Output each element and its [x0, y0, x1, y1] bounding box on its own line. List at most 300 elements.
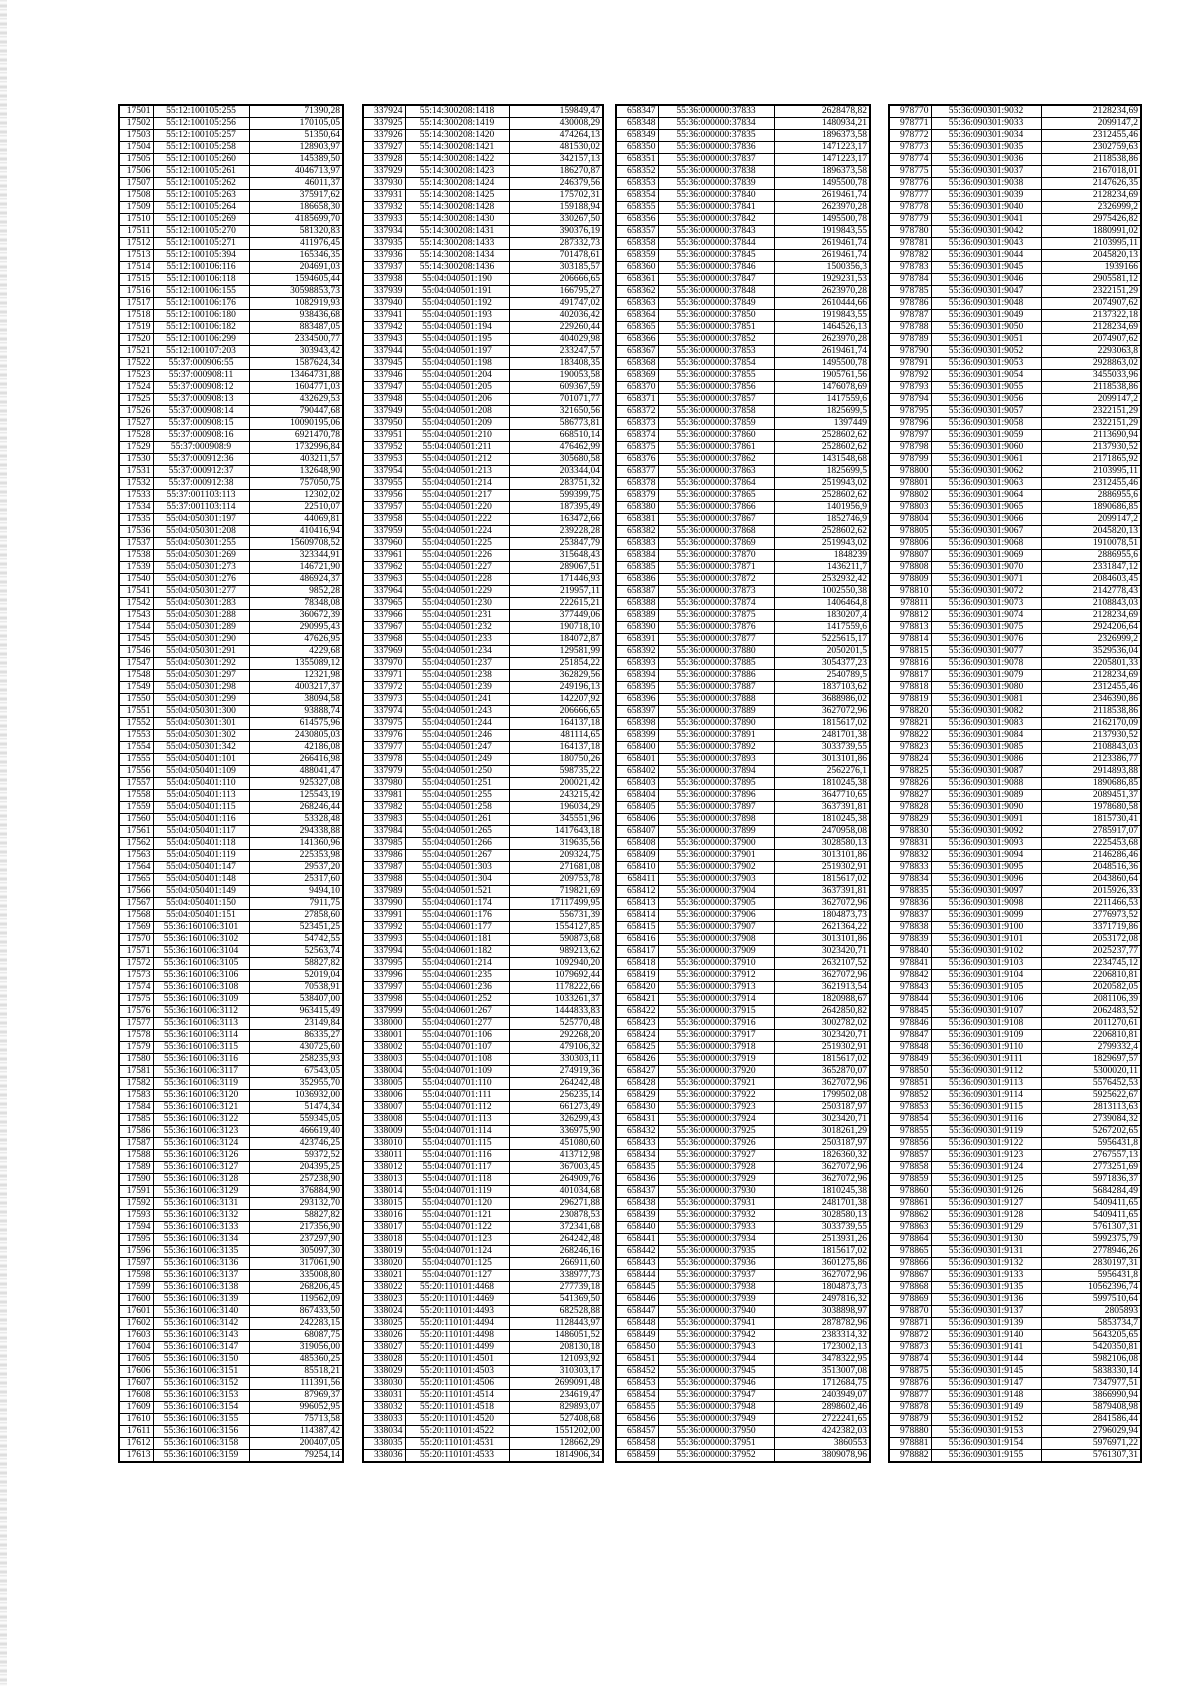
row-number: 978795	[889, 406, 931, 418]
table-row	[889, 226, 1141, 238]
row-number: 978794	[889, 394, 931, 406]
table-row	[363, 970, 603, 982]
row-number: 658411	[616, 874, 658, 886]
cadastral-value: 293132,70	[249, 1198, 343, 1210]
cadastral-number: 55:36:000000:37892	[658, 742, 774, 754]
cadastral-number: 55:14:300208:1428	[405, 202, 509, 214]
cadastral-number: 55:36:160106:3138	[153, 1282, 249, 1294]
cadastral-value: 79254,14	[249, 1450, 343, 1463]
table-row	[119, 1402, 343, 1414]
cadastral-value: 2497816,32	[774, 1294, 870, 1306]
cadastral-value: 1355089,12	[249, 658, 343, 670]
table-row	[119, 1354, 343, 1366]
table-row	[616, 538, 870, 550]
row-number: 658377	[616, 466, 658, 478]
row-number: 17601	[119, 1306, 153, 1318]
cadastral-value: 403211,57	[249, 454, 343, 466]
table-row	[889, 238, 1141, 250]
table-row	[119, 382, 343, 394]
cadastral-number: 55:36:160106:3104	[153, 946, 249, 958]
cadastral-value: 1910078,51	[1041, 538, 1141, 550]
cadastral-value: 59372,52	[249, 1150, 343, 1162]
cadastral-value: 541369,50	[509, 1294, 603, 1306]
row-number: 658369	[616, 370, 658, 382]
table-row	[889, 1150, 1141, 1162]
cadastral-value: 1036932,00	[249, 1090, 343, 1102]
cadastral-value: 2147626,35	[1041, 178, 1141, 190]
cadastral-number: 55:12:100105:394	[153, 250, 249, 262]
cadastral-number: 55:04:040501:194	[405, 322, 509, 334]
table-row	[119, 1102, 343, 1114]
row-number: 338002	[363, 1042, 405, 1054]
cadastral-value: 141360,96	[249, 838, 343, 850]
table-row	[616, 826, 870, 838]
cadastral-value: 790447,68	[249, 406, 343, 418]
cadastral-number: 55:36:000000:37919	[658, 1054, 774, 1066]
cadastral-value: 303943,42	[249, 346, 343, 358]
table-row	[363, 394, 603, 406]
row-number: 337931	[363, 190, 405, 202]
row-number: 17548	[119, 670, 153, 682]
cadastral-value: 5982106,08	[1041, 1354, 1141, 1366]
row-number: 17517	[119, 298, 153, 310]
table-row	[363, 850, 603, 862]
cadastral-value: 5956431,8	[1041, 1270, 1141, 1282]
cadastral-value: 1444833,83	[509, 1006, 603, 1018]
cadastral-number: 55:36:000000:37848	[658, 286, 774, 298]
cadastral-number: 55:36:000000:37847	[658, 274, 774, 286]
cadastral-value: 2211466,53	[1041, 898, 1141, 910]
cadastral-value: 2481701,38	[774, 1198, 870, 1210]
table-row	[119, 958, 343, 970]
cadastral-value: 2430805,03	[249, 730, 343, 742]
cadastral-value: 1079692,44	[509, 970, 603, 982]
row-number: 17578	[119, 1030, 153, 1042]
cadastral-value: 271681,08	[509, 862, 603, 874]
row-number: 978862	[889, 1210, 931, 1222]
cadastral-number: 55:36:000000:37833	[658, 105, 774, 118]
row-number: 658382	[616, 526, 658, 538]
cadastral-value: 2905581,12	[1041, 274, 1141, 286]
table-row	[363, 1330, 603, 1342]
row-number: 658441	[616, 1234, 658, 1246]
cadastral-value: 204691,03	[249, 262, 343, 274]
row-number: 658412	[616, 886, 658, 898]
cadastral-number: 55:04:040701:121	[405, 1210, 509, 1222]
cadastral-value: 1929231,53	[774, 274, 870, 286]
cadastral-value: 1804873,73	[774, 910, 870, 922]
cadastral-number: 55:36:000000:37865	[658, 490, 774, 502]
row-number: 978877	[889, 1390, 931, 1402]
cadastral-value: 701071,77	[509, 394, 603, 406]
table-row	[889, 850, 1141, 862]
cadastral-value: 2062483,52	[1041, 1006, 1141, 1018]
row-number: 658414	[616, 910, 658, 922]
table-row	[363, 1234, 603, 1246]
row-number: 978774	[889, 154, 931, 166]
cadastral-value: 3647710,65	[774, 790, 870, 802]
table-row	[616, 526, 870, 538]
table-row	[616, 910, 870, 922]
cadastral-value: 2562276,1	[774, 766, 870, 778]
cadastral-value: 2928863,02	[1041, 358, 1141, 370]
cadastral-number: 55:37:000908:13	[153, 394, 249, 406]
cadastral-value: 142207,92	[509, 694, 603, 706]
row-number: 658383	[616, 538, 658, 550]
row-number: 338018	[363, 1234, 405, 1246]
cadastral-number: 55:36:000000:37841	[658, 202, 774, 214]
cadastral-value: 476462,99	[509, 442, 603, 454]
cadastral-number: 55:04:040501:251	[405, 778, 509, 790]
row-number: 17605	[119, 1354, 153, 1366]
table-row	[119, 1042, 343, 1054]
table-row	[616, 1102, 870, 1114]
table-row	[119, 922, 343, 934]
cadastral-value: 5267202,65	[1041, 1126, 1141, 1138]
table-row	[119, 814, 343, 826]
cadastral-number: 55:36:000000:37943	[658, 1342, 774, 1354]
row-number: 658456	[616, 1414, 658, 1426]
cadastral-number: 55:36:090301:9099	[931, 910, 1041, 922]
table-row	[363, 190, 603, 202]
table-row	[616, 1294, 870, 1306]
row-number: 978854	[889, 1114, 931, 1126]
cadastral-number: 55:04:040501:303	[405, 862, 509, 874]
table-row	[119, 118, 343, 130]
row-number: 978845	[889, 1006, 931, 1018]
cadastral-value: 3054377,23	[774, 658, 870, 670]
cadastral-value: 3601275,86	[774, 1258, 870, 1270]
register-table-1	[118, 104, 344, 1463]
cadastral-number: 55:36:160106:3129	[153, 1186, 249, 1198]
row-number: 978871	[889, 1318, 931, 1330]
row-number: 17519	[119, 322, 153, 334]
table-row	[363, 1306, 603, 1318]
table-row	[889, 250, 1141, 262]
row-number: 337939	[363, 286, 405, 298]
cadastral-value: 219957,11	[509, 586, 603, 598]
table-row	[119, 1174, 343, 1186]
cadastral-number: 55:36:090301:9063	[931, 478, 1041, 490]
row-number: 338027	[363, 1342, 405, 1354]
row-number: 17506	[119, 166, 153, 178]
cadastral-value: 303185,57	[509, 262, 603, 274]
cadastral-value: 3038898,97	[774, 1306, 870, 1318]
cadastral-number: 55:14:300208:1434	[405, 250, 509, 262]
row-number: 658428	[616, 1078, 658, 1090]
row-number: 337943	[363, 334, 405, 346]
cadastral-value: 317061,90	[249, 1258, 343, 1270]
cadastral-number: 55:36:090301:9106	[931, 994, 1041, 1006]
table-row	[363, 1066, 603, 1078]
cadastral-number: 55:36:090301:9058	[931, 418, 1041, 430]
table-row	[889, 862, 1141, 874]
cadastral-number: 55:12:100105:255	[153, 105, 249, 118]
cadastral-number: 55:36:000000:37874	[658, 598, 774, 610]
cadastral-value: 1978680,58	[1041, 802, 1141, 814]
table-row	[119, 1078, 343, 1090]
row-number: 17526	[119, 406, 153, 418]
table-row	[363, 862, 603, 874]
row-number: 17589	[119, 1162, 153, 1174]
cadastral-value: 757050,75	[249, 478, 343, 490]
cadastral-value: 42186,08	[249, 742, 343, 754]
cadastral-value: 1471223,17	[774, 154, 870, 166]
row-number: 658357	[616, 226, 658, 238]
table-row	[363, 1258, 603, 1270]
table-row	[889, 886, 1141, 898]
row-number: 978822	[889, 730, 931, 742]
table-row	[363, 754, 603, 766]
cadastral-number: 55:36:000000:37851	[658, 322, 774, 334]
cadastral-value: 2767557,13	[1041, 1150, 1141, 1162]
cadastral-number: 55:36:000000:37875	[658, 610, 774, 622]
table-row	[889, 130, 1141, 142]
row-number: 338020	[363, 1258, 405, 1270]
row-number: 978823	[889, 742, 931, 754]
row-number: 658396	[616, 694, 658, 706]
cadastral-number: 55:04:040601:214	[405, 958, 509, 970]
table-row	[363, 718, 603, 730]
table-row	[616, 202, 870, 214]
cadastral-value: 719821,69	[509, 886, 603, 898]
cadastral-value: 330303,11	[509, 1054, 603, 1066]
table-row	[616, 838, 870, 850]
row-number: 658419	[616, 970, 658, 982]
table-row	[616, 1174, 870, 1186]
cadastral-value: 5992375,79	[1041, 1234, 1141, 1246]
cadastral-value: 246379,56	[509, 178, 603, 190]
register-table-2	[362, 104, 604, 1463]
table-row	[889, 1006, 1141, 1018]
cadastral-value: 2123386,77	[1041, 754, 1141, 766]
row-number: 17537	[119, 538, 153, 550]
cadastral-value: 305680,58	[509, 454, 603, 466]
cadastral-number: 55:36:090301:9108	[931, 1018, 1041, 1030]
table-row	[889, 358, 1141, 370]
cadastral-value: 2084603,45	[1041, 574, 1141, 586]
row-number: 978779	[889, 214, 931, 226]
cadastral-value: 2225453,68	[1041, 838, 1141, 850]
table-row	[119, 478, 343, 490]
cadastral-number: 55:04:040501:261	[405, 814, 509, 826]
cadastral-value: 1810245,38	[774, 1186, 870, 1198]
cadastral-value: 54742,55	[249, 934, 343, 946]
row-number: 978876	[889, 1378, 931, 1390]
document-page	[118, 104, 1180, 1614]
cadastral-value: 556731,39	[509, 910, 603, 922]
cadastral-number: 55:36:090301:9112	[931, 1066, 1041, 1078]
table-row	[363, 646, 603, 658]
cadastral-number: 55:36:090301:9054	[931, 370, 1041, 382]
cadastral-value: 7911,75	[249, 898, 343, 910]
row-number: 978806	[889, 538, 931, 550]
register-table-3	[615, 104, 871, 1463]
cadastral-number: 55:12:100105:256	[153, 118, 249, 130]
cadastral-number: 55:12:100107:203	[153, 346, 249, 358]
table-row	[616, 646, 870, 658]
cadastral-value: 183408,35	[509, 358, 603, 370]
table-row	[616, 1426, 870, 1438]
row-number: 17525	[119, 394, 153, 406]
cadastral-number: 55:37:000908:16	[153, 430, 249, 442]
cadastral-number: 55:36:000000:37871	[658, 562, 774, 574]
cadastral-value: 5761307,31	[1041, 1222, 1141, 1234]
cadastral-value: 1829697,57	[1041, 1054, 1141, 1066]
cadastral-value: 2137322,18	[1041, 310, 1141, 322]
row-number: 17587	[119, 1138, 153, 1150]
cadastral-number: 55:04:040701:117	[405, 1162, 509, 1174]
cadastral-number: 55:36:090301:9070	[931, 562, 1041, 574]
table-row	[616, 1414, 870, 1426]
table-row	[363, 418, 603, 430]
table-row	[363, 1414, 603, 1426]
table-row	[889, 1414, 1141, 1426]
row-number: 978812	[889, 610, 931, 622]
cadastral-value: 3688986,02	[774, 694, 870, 706]
row-number: 338005	[363, 1078, 405, 1090]
row-number: 978800	[889, 466, 931, 478]
cadastral-value: 1417559,6	[774, 394, 870, 406]
row-number: 337982	[363, 802, 405, 814]
table-row	[616, 346, 870, 358]
cadastral-number: 55:36:000000:37946	[658, 1378, 774, 1390]
row-number: 978858	[889, 1162, 931, 1174]
row-number: 978787	[889, 310, 931, 322]
cadastral-value: 581320,83	[249, 226, 343, 238]
row-number: 658443	[616, 1258, 658, 1270]
table-row	[616, 562, 870, 574]
table-row	[616, 1090, 870, 1102]
table-row	[616, 394, 870, 406]
cadastral-value: 1848239	[774, 550, 870, 562]
cadastral-value: 367003,45	[509, 1162, 603, 1174]
cadastral-value: 1500356,3	[774, 262, 870, 274]
cadastral-value: 2322151,29	[1041, 286, 1141, 298]
cadastral-value: 2326999,2	[1041, 202, 1141, 214]
row-number: 17584	[119, 1102, 153, 1114]
table-row	[616, 742, 870, 754]
row-number: 17542	[119, 598, 153, 610]
cadastral-value: 2074907,62	[1041, 334, 1141, 346]
table-row	[363, 1186, 603, 1198]
row-number: 337999	[363, 1006, 405, 1018]
cadastral-value: 1810245,38	[774, 814, 870, 826]
row-number: 338015	[363, 1198, 405, 1210]
row-number: 17534	[119, 502, 153, 514]
cadastral-value: 287332,73	[509, 238, 603, 250]
row-number: 978857	[889, 1150, 931, 1162]
cadastral-number: 55:36:000000:37929	[658, 1174, 774, 1186]
cadastral-number: 55:12:100105:260	[153, 154, 249, 166]
table-row	[616, 274, 870, 286]
table-row	[119, 862, 343, 874]
row-number: 658426	[616, 1054, 658, 1066]
cadastral-number: 55:04:050301:197	[153, 514, 249, 526]
cadastral-number: 55:36:090301:9078	[931, 658, 1041, 670]
cadastral-value: 5853734,7	[1041, 1318, 1141, 1330]
row-number: 658347	[616, 105, 658, 118]
table-row	[363, 1162, 603, 1174]
table-row	[119, 142, 343, 154]
cadastral-number: 55:36:000000:37893	[658, 754, 774, 766]
row-number: 338026	[363, 1330, 405, 1342]
table-row	[363, 910, 603, 922]
row-number: 978790	[889, 346, 931, 358]
cadastral-number: 55:04:040701:122	[405, 1222, 509, 1234]
row-number: 17552	[119, 718, 153, 730]
cadastral-number: 55:36:160106:3116	[153, 1054, 249, 1066]
table-row	[363, 346, 603, 358]
cadastral-value: 264909,76	[509, 1174, 603, 1186]
row-number: 658423	[616, 1018, 658, 1030]
table-row	[363, 310, 603, 322]
row-number: 658385	[616, 562, 658, 574]
cadastral-number: 55:04:050301:290	[153, 634, 249, 646]
table-row	[889, 838, 1141, 850]
cadastral-number: 55:36:090301:9124	[931, 1162, 1041, 1174]
row-number: 17565	[119, 874, 153, 886]
cadastral-number: 55:04:040501:190	[405, 274, 509, 286]
row-number: 978874	[889, 1354, 931, 1366]
table-row	[119, 1450, 343, 1463]
row-number: 17530	[119, 454, 153, 466]
table-row	[889, 490, 1141, 502]
cadastral-number: 55:04:040501:227	[405, 562, 509, 574]
table-row	[119, 214, 343, 226]
table-row	[363, 1246, 603, 1258]
row-number: 17582	[119, 1078, 153, 1090]
cadastral-number: 55:36:160106:3142	[153, 1318, 249, 1330]
table-row	[889, 730, 1141, 742]
cadastral-number: 55:36:000000:37939	[658, 1294, 774, 1306]
cadastral-number: 55:36:090301:9109	[931, 1030, 1041, 1042]
table-row	[119, 802, 343, 814]
row-number: 338025	[363, 1318, 405, 1330]
cadastral-number: 55:36:000000:37834	[658, 118, 774, 130]
table-row	[363, 142, 603, 154]
row-number: 337933	[363, 214, 405, 226]
row-number: 17564	[119, 862, 153, 874]
cadastral-value: 481530,02	[509, 142, 603, 154]
table-row	[363, 370, 603, 382]
row-number: 658371	[616, 394, 658, 406]
row-number: 337964	[363, 586, 405, 598]
table-row	[119, 706, 343, 718]
table-row	[889, 1294, 1141, 1306]
row-number: 337960	[363, 538, 405, 550]
cadastral-value: 2519943,02	[774, 538, 870, 550]
cadastral-value: 3033739,55	[774, 742, 870, 754]
cadastral-value: 2886955,6	[1041, 550, 1141, 562]
table-row	[889, 1042, 1141, 1054]
row-number: 338012	[363, 1162, 405, 1174]
table-row	[119, 766, 343, 778]
row-number: 338004	[363, 1066, 405, 1078]
cadastral-number: 55:04:040601:236	[405, 982, 509, 994]
row-number: 978797	[889, 430, 931, 442]
cadastral-number: 55:36:160106:3120	[153, 1090, 249, 1102]
cadastral-value: 1594605,44	[249, 274, 343, 286]
cadastral-value: 3013101,86	[774, 934, 870, 946]
table-row	[616, 1246, 870, 1258]
table-row	[889, 766, 1141, 778]
row-number: 658437	[616, 1186, 658, 1198]
cadastral-number: 55:36:160106:3135	[153, 1246, 249, 1258]
cadastral-value: 1082919,93	[249, 298, 343, 310]
cadastral-number: 55:36:000000:37835	[658, 130, 774, 142]
row-number: 658403	[616, 778, 658, 790]
